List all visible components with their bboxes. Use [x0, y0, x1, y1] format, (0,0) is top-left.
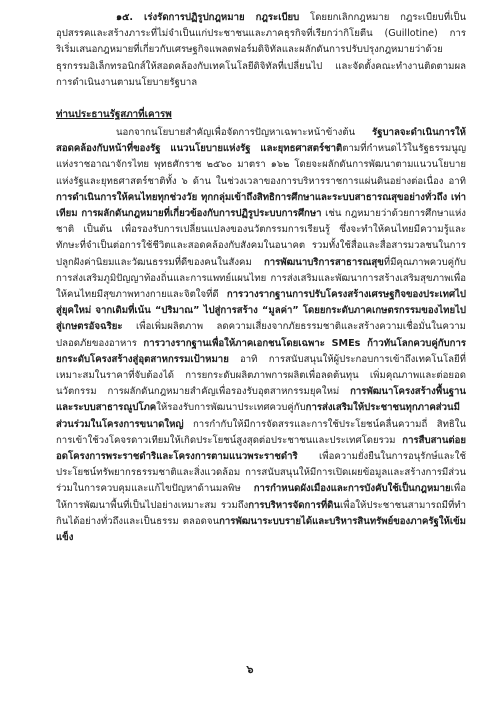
body-segment: เช่น กฎหมายว่าด้วยการศึกษาแห่งชาติ เป็นต้น เพื่อรองรับการเปลี่ยนแปลงของนวัตกรรมการเรียนรู้ ซึ่งจะทำให้คนไทยมีความรู้และทักษะที่จำเป็นต่อการใช้ชีวิตและสอดคล้องกับสังคมในอนาคต รวมทั้งใช้สื่อและสื่อสารมวลชนในการปลูกฝังค่านิยมและวัฒนธรรมที่ดีของคนในสังคม [56, 208, 466, 268]
body-segment: การบริหารจัดการที่ดิน [248, 499, 340, 511]
body-segment: การดำเนินการให้คนไทยทุกช่วงวัย ทุกกลุ่มเข้าถึงสิทธิการศึกษาและระบบสาธารณสุขอย่างทั่วถึง เท่าเทียม การผลักดันกฎหมายที่เกี่ยวข้องกับการปฏิรูประบบการศึกษา [56, 191, 466, 220]
paragraph-spacer [56, 91, 466, 107]
policy-item-15-segment: ๑๕. เร่งรัดการปฏิรูปกฎหมาย กฎระเบียบ [116, 12, 300, 23]
body-segment: เพื่อเพิ่มผลิตภาพ ลดความเสี่ยงจากภัยธรรมชาติและสร้างความเชื่อมั่นในความปลอดภัยของอาหาร [56, 321, 466, 349]
body-segment: การพัฒนาโครงสร้างพื้นฐานและระบบสาธารณูปโภค [56, 386, 466, 414]
body-paragraph [56, 125, 466, 546]
body-segment: การกำหนดผังเมืองและการบังคับใช้เป็นกฎหมาย [253, 483, 451, 495]
body-segment: นอกจากนโยบายสำคัญเพื่อจัดการปัญหาเฉพาะหน้าข้างต้น [116, 127, 373, 139]
body-segment: การพัฒนาบริการสาธารณสุข [263, 256, 384, 268]
body-segment: ให้รองรับการพัฒนาประเทศควบคู่กับ [156, 402, 306, 414]
policy-item-15-paragraph [56, 10, 466, 91]
body-segment: ตามที่กำหนดไว้ในรัฐธรรมนูญแห่งราชอาณาจักรไทย พุทธศักราช ๒๕๖๐ มาตรา ๑๖๒ โดยจะผลักดันการพัฒนาตามแนวนโยบายแห่งรัฐและยุทธศาสตร์ชาติทั้ง ๖ ด้าน ในช่วงเวลาของการบริหารราชการแผ่นดินอย่างต่อเนื่อง อาทิ [56, 143, 466, 187]
salutation-heading: ท่านประธานรัฐสภาที่เคารพ [56, 109, 172, 121]
body-segment: ที่มีคุณภาพควบคู่กับการส่งเสริมภูมิปัญญาท้องถิ่นและการแพทย์แผนไทย การส่งเสริมและพัฒนาการสร้างเสริมสุขภาพเพื่อให้คนไทยมีสุขภาพทางกายและจิตใจที่ดี [56, 256, 466, 301]
body-segment: เพื่อให้ประชาชนสามารถมีที่ทำกินได้อย่างทั่วถึงและเป็นธรรม ตลอดจน [56, 499, 466, 527]
body-segment: การวางรากฐานการปรับโครงสร้างเศรษฐกิจของประเทศไปสู่ยุคใหม่ จากเดิมที่เน้น “ปริมาณ” ไปสู่การสร้าง “มูลค่า” โดยยกระดับภาคเกษตรกรรมของไทยไปสู่เกษตรอัจฉริยะ [56, 289, 466, 333]
policy-item-15-segment: โดยยกเลิกกฎหมาย กฎระเบียบที่เป็นอุปสรรคและสร้างภาระที่ไม่จำเป็นแก่ประชาชนและภาคธุรกิจที่เรียกว่ากิโยตีน (Guillotine) การริเริ่มเสนอกฎหมายที่เกี่ยวกับเศรษฐกิจแพลตฟอร์มดิจิทัลและผลักดันการปรับปรุงกฎหมายว่าด้วยธุรกรรมอิเล็กทรอนิกส์ให้สอดคล้องกับเทคโนโลยีดิจิทัลที่เปลี่ยนไป และจัดตั้งคณะทำงานติดตามผลการดำเนินงานตามนโยบายรัฐบาล [56, 12, 467, 88]
body-segment: การสืบสานต่อยอดโครงการพระราชดำริและโครงการตามแนวพระราชดำริ [56, 434, 466, 463]
body-segment: การวางรากฐานเพื่อให้ภาคเอกชนโดยเฉพาะ SMEs ก้าวทันโลกควบคู่กับการยกระดับโครงสร้างสู่อุตสาหกรรมเป้าหมาย [56, 337, 466, 365]
body-segment: อาทิ การสนับสนุนให้ผู้ประกอบการเข้าถึงเทคโนโลยีที่เหมาะสมในราคาที่จับต้องได้ การยกระดับผลิตภาพการผลิตเพื่อลดต้นทุน เพิ่มคุณภาพและต่อยอดนวัตกรรม การผลักดันกฎหมายสำคัญเพื่อรองรับอุตสาหกรรมยุคใหม่ [56, 353, 466, 398]
body-segment: การพัฒนาระบบรายได้และบริหารสินทรัพย์ของภาครัฐให้เข้มแข็ง [56, 515, 466, 544]
body-segment: การส่งเสริมให้ประชาชนทุกภาคส่วนมีส่วนร่วมในโครงการขนาดใหญ่ [56, 402, 460, 430]
page-number: ๖ [246, 663, 254, 676]
body-segment: รัฐบาลจะดำเนินการให้สอดคล้องกับหน้าที่ของรัฐ แนวนโยบายแห่งรัฐ และยุทธศาสตร์ชาติ [56, 127, 466, 155]
body-segment: เพื่อความยั่งยืนในการอนุรักษ์และใช้ประโยชน์ทรัพยากรธรรมชาติและสิ่งแวดล้อม การสนับสนุนให้มีการเปิดเผยข้อมูลและสร้างการมีส่วนร่วมในการควบคุมและแก้ไขปัญหาด้านมลพิษ [56, 451, 466, 495]
body-segment: เพื่อให้การพัฒนาพื้นที่เป็นไปอย่างเหมาะสม รวมถึง [56, 483, 466, 511]
body-segment: การกำกับให้มีการจัดสรรและการใช้ประโยชน์คลื่นความถี่ สิทธิในการเข้าใช้วงโคจรดาวเทียมให้เกิดประโยชน์สูงสุดต่อประชาชนและประเทศโดยรวม [56, 418, 466, 446]
